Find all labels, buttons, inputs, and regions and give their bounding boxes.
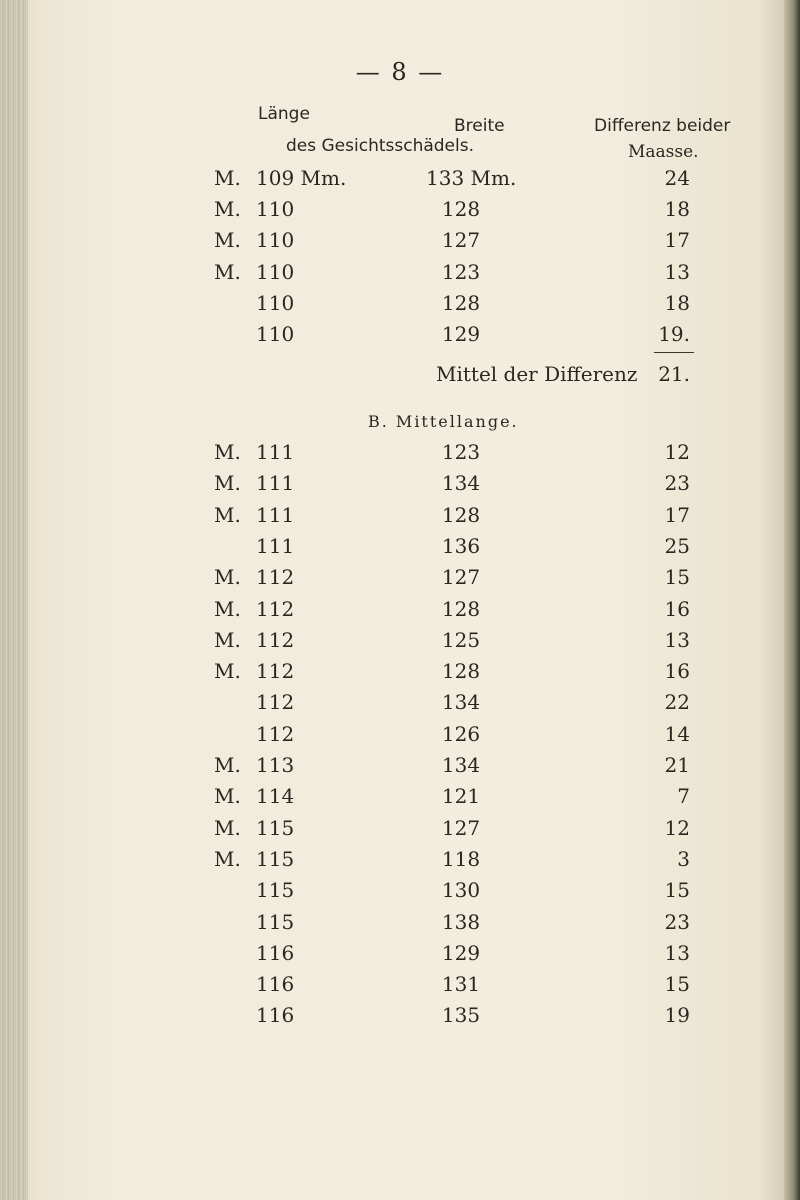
table-row [0, 722, 800, 754]
breadth-cell: 127 [441, 815, 481, 840]
difference-cell: 22 [664, 690, 690, 715]
breadth-cell: 127 [441, 565, 481, 590]
table-row [0, 597, 800, 629]
mark-cell: M. [214, 197, 241, 222]
difference-cell: 13 [664, 627, 690, 652]
header-breadth: Breite [454, 116, 505, 136]
breadth-cell: 130 [441, 878, 481, 903]
table-row [0, 228, 800, 260]
length-cell: 110 [256, 197, 295, 222]
difference-cell: 19 [664, 1003, 690, 1028]
header-length: Länge [258, 104, 310, 124]
length-cell: 112 [256, 721, 295, 746]
breadth-cell: 128 [441, 502, 481, 527]
difference-cell: 18 [664, 290, 690, 315]
breadth-cell: 123 [441, 259, 481, 284]
breadth-cell: 138 [441, 909, 481, 934]
difference-cell: 7 [677, 784, 690, 809]
length-cell: 116 [256, 972, 295, 997]
breadth-cell: 131 [441, 972, 481, 997]
mark-cell: M. [214, 596, 241, 621]
length-cell: 116 [256, 1003, 295, 1028]
length-cell: 112 [256, 690, 295, 715]
breadth-cell: 128 [441, 197, 481, 222]
difference-cell: 17 [664, 502, 690, 527]
mark-cell: M. [214, 259, 241, 284]
breadth-cell: 134 [441, 753, 481, 777]
table-row [0, 816, 800, 848]
breadth-cell: 121 [441, 784, 481, 809]
table-row [0, 503, 800, 535]
mark-cell: M. [214, 815, 241, 840]
mean-label: Mittel der Differenz [436, 362, 638, 386]
table-row [0, 471, 800, 503]
difference-cell: 21 [664, 753, 690, 777]
difference-cell: 19. [658, 322, 690, 346]
breadth-cell: 134 [441, 471, 481, 496]
difference-cell: 15 [664, 878, 690, 903]
breadth-cell: 136 [441, 533, 481, 558]
difference-cell: 13 [664, 940, 690, 965]
difference-cell: 23 [664, 909, 690, 934]
page-number: — 8 — [355, 58, 445, 86]
table-row [0, 878, 800, 910]
table-row [0, 197, 800, 229]
breadth-cell: 125 [441, 627, 481, 652]
difference-cell: 13 [664, 259, 690, 284]
table-row [0, 260, 800, 292]
header-subline: des Gesichtsschädels. [286, 136, 474, 156]
breadth-cell: 126 [441, 721, 481, 746]
table-row [0, 628, 800, 660]
table-row [0, 440, 800, 472]
breadth-cell: 128 [441, 596, 481, 621]
length-cell: 112 [256, 596, 295, 621]
length-cell: 111 [256, 440, 295, 464]
difference-cell: 15 [664, 565, 690, 590]
table-row [0, 690, 800, 722]
mark-cell: M. [214, 565, 241, 590]
breadth-cell: 129 [441, 940, 481, 965]
length-cell: 115 [256, 909, 295, 934]
difference-cell: 3 [677, 846, 690, 871]
breadth-cell: 128 [441, 659, 481, 684]
difference-cell: 17 [664, 228, 690, 253]
header-measures: Maasse. [628, 142, 699, 162]
table-row [0, 753, 800, 785]
table-row [0, 534, 800, 566]
length-cell: 110 [256, 259, 295, 284]
length-cell: 112 [256, 565, 295, 590]
table-row [0, 1003, 800, 1035]
breadth-cell: 129 [441, 322, 481, 346]
breadth-cell: 128 [441, 290, 481, 315]
table-row [0, 910, 800, 942]
breadth-cell: 135 [441, 1003, 481, 1028]
length-cell: 110 [256, 228, 295, 253]
breadth-cell: 118 [441, 846, 481, 871]
difference-cell: 12 [664, 815, 690, 840]
breadth-cell: 123 [441, 440, 481, 464]
mean-value: 21. [658, 362, 690, 386]
mark-cell: M. [214, 166, 241, 190]
length-cell: 111 [256, 533, 295, 558]
table-row [0, 784, 800, 816]
difference-cell: 16 [664, 596, 690, 621]
difference-cell: 18 [664, 197, 690, 222]
table-row [0, 847, 800, 879]
mark-cell: M. [214, 753, 241, 777]
length-cell: 116 [256, 940, 295, 965]
difference-cell: 12 [664, 440, 690, 464]
length-cell: 115 [256, 878, 295, 903]
length-cell: 115 [256, 815, 295, 840]
length-cell: 109 Mm. [256, 166, 347, 190]
length-cell: 111 [256, 471, 295, 496]
length-cell: 115 [256, 846, 295, 871]
difference-cell: 14 [664, 721, 690, 746]
table-row [0, 565, 800, 597]
section-b-title: B. Mittellange. [368, 412, 519, 431]
table-row [0, 166, 800, 198]
table-row [0, 659, 800, 691]
difference-cell: 25 [664, 533, 690, 558]
length-cell: 110 [256, 322, 295, 346]
breadth-cell: 127 [441, 228, 481, 253]
table-row [0, 291, 800, 323]
difference-cell: 15 [664, 972, 690, 997]
length-cell: 110 [256, 290, 295, 315]
header-difference: Differenz beider [594, 116, 731, 136]
length-cell: 112 [256, 627, 295, 652]
mark-cell: M. [214, 627, 241, 652]
table-row [0, 322, 800, 354]
length-cell: 114 [256, 784, 295, 809]
sum-rule [654, 352, 694, 353]
mark-cell: M. [214, 784, 241, 809]
length-cell: 111 [256, 502, 295, 527]
difference-cell: 16 [664, 659, 690, 684]
mark-cell: M. [214, 471, 241, 496]
mark-cell: M. [214, 440, 241, 464]
difference-cell: 23 [664, 471, 690, 496]
mark-cell: M. [214, 659, 241, 684]
table-row [0, 972, 800, 1004]
table-row [0, 941, 800, 973]
mark-cell: M. [214, 846, 241, 871]
length-cell: 113 [256, 753, 295, 777]
mark-cell: M. [214, 228, 241, 253]
difference-cell: 24 [664, 166, 690, 190]
breadth-cell: 133 Mm. [426, 166, 517, 190]
mark-cell: M. [214, 502, 241, 527]
breadth-cell: 134 [441, 690, 481, 715]
length-cell: 112 [256, 659, 295, 684]
